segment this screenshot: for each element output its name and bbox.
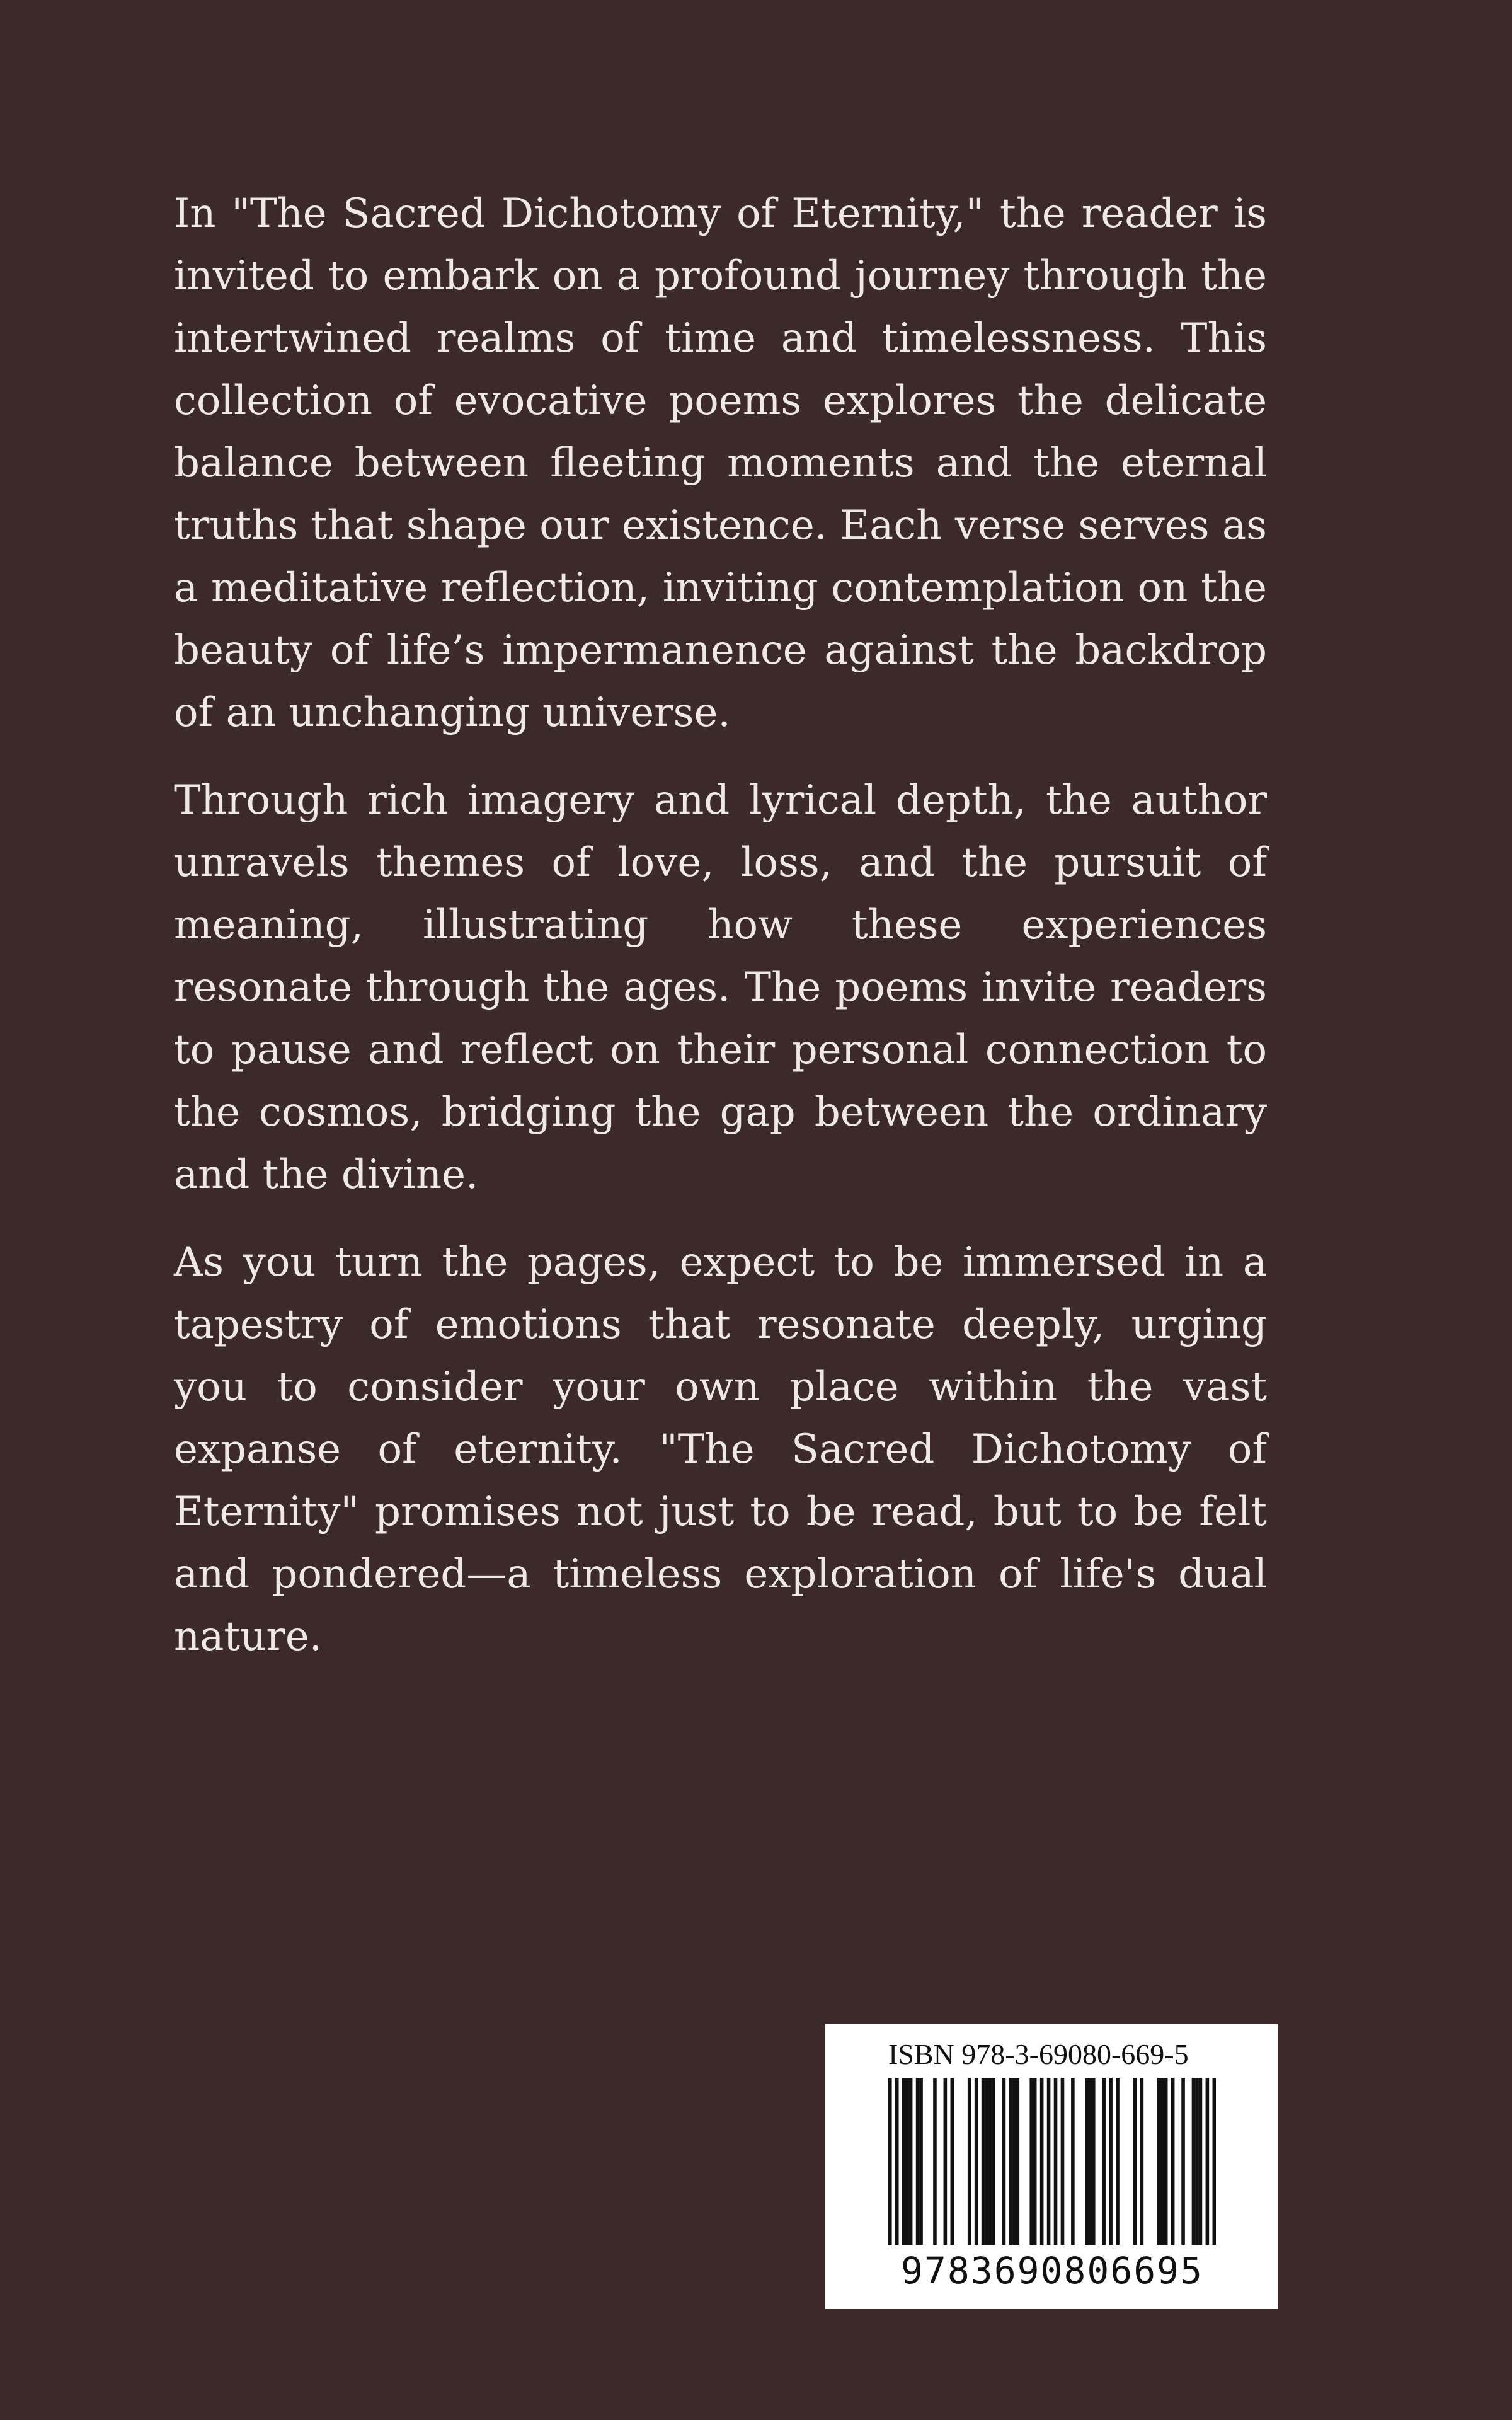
barcode-bar xyxy=(1009,2078,1013,2245)
barcode-bar xyxy=(933,2078,937,2245)
barcode-bar xyxy=(1181,2078,1185,2245)
barcode-bar xyxy=(1102,2078,1106,2245)
isbn-barcode-box xyxy=(825,2024,1278,2309)
barcode-bar xyxy=(985,2078,988,2245)
barcode-bar xyxy=(968,2078,971,2245)
barcode-bar xyxy=(1012,2078,1016,2245)
barcode-bar xyxy=(1071,2078,1075,2245)
barcode-bar xyxy=(1164,2078,1168,2245)
barcode-bar xyxy=(1016,2078,1020,2245)
barcode-bar xyxy=(905,2078,909,2245)
barcode-bar xyxy=(951,2078,954,2245)
barcode-bar xyxy=(982,2078,985,2245)
isbn-label: ISBN 978-3-69080-669-5 xyxy=(888,2038,1189,2070)
barcode-bar xyxy=(895,2078,899,2245)
barcode-bar xyxy=(1061,2078,1065,2245)
barcode-bar xyxy=(1033,2078,1037,2245)
barcode-bar xyxy=(1054,2078,1058,2245)
barcode-bar xyxy=(1133,2078,1137,2245)
barcode-bar xyxy=(1116,2078,1120,2245)
barcode-bar xyxy=(1140,2078,1144,2245)
barcode-bar xyxy=(1195,2078,1199,2245)
barcode-bar xyxy=(1199,2078,1203,2245)
barcode-bar xyxy=(1085,2078,1089,2245)
barcode-bar xyxy=(1206,2078,1210,2245)
barcode-bar xyxy=(902,2078,906,2245)
barcode-bar xyxy=(988,2078,992,2245)
barcode-bar xyxy=(1213,2078,1216,2245)
ean-digits: 9783690806695 xyxy=(901,2249,1203,2292)
blurb-paragraph-2: Through rich imagery and lyrical depth, the author unravels themes of love, loss, and the pursuit of meaning, illustrating how these experiences resonate through the ages. The poems invite readers to pause and reflect on their personal connection to the cosmos, bridging the gap between the ordinary and the divine. xyxy=(174,777,1267,1198)
back-cover-blurb xyxy=(174,183,1267,1693)
barcode-bar xyxy=(1160,2078,1164,2245)
barcode-bar xyxy=(1171,2078,1175,2245)
blurb-paragraph-3: As you turn the pages, expect to be immersed in a tapestry of emotions that resonate deeply, urging you to consider your own place within the vast expanse of eternity. "The Sacred Dichotomy of Eternity" promises not just to be read, but to be felt and pondered—a timeless exploration of life's dual nature. xyxy=(174,1239,1267,1660)
barcode-bar xyxy=(944,2078,948,2245)
barcode-bar xyxy=(1092,2078,1096,2245)
barcode-bar xyxy=(1109,2078,1113,2245)
barcode-bar xyxy=(975,2078,978,2245)
barcode-bar xyxy=(909,2078,913,2245)
barcode-bar xyxy=(1029,2078,1033,2245)
barcode-bar xyxy=(916,2078,920,2245)
barcode-bar xyxy=(1088,2078,1092,2245)
barcode-bar xyxy=(1040,2078,1044,2245)
barcode-bar xyxy=(888,2078,892,2245)
barcode-bars xyxy=(888,2078,1216,2245)
barcode-bar xyxy=(1192,2078,1196,2245)
barcode-bar xyxy=(1002,2078,1006,2245)
barcode-bar xyxy=(1157,2078,1161,2245)
blurb-paragraph-1: In "The Sacred Dichotomy of Eternity," the reader is invited to embark on a profound journey through the intertwined realms of time and timelessness. This collection of evocative poems explores the delicate balance between fleeting moments and the eternal truths that shape our existence. Each verse serves as a meditative reflection, inviting contemplation on the beauty of life’s impermanence against the backdrop of an unchanging universe. xyxy=(174,190,1267,736)
barcode-bar xyxy=(992,2078,995,2245)
barcode-bar xyxy=(1047,2078,1051,2245)
barcode-bar xyxy=(919,2078,923,2245)
